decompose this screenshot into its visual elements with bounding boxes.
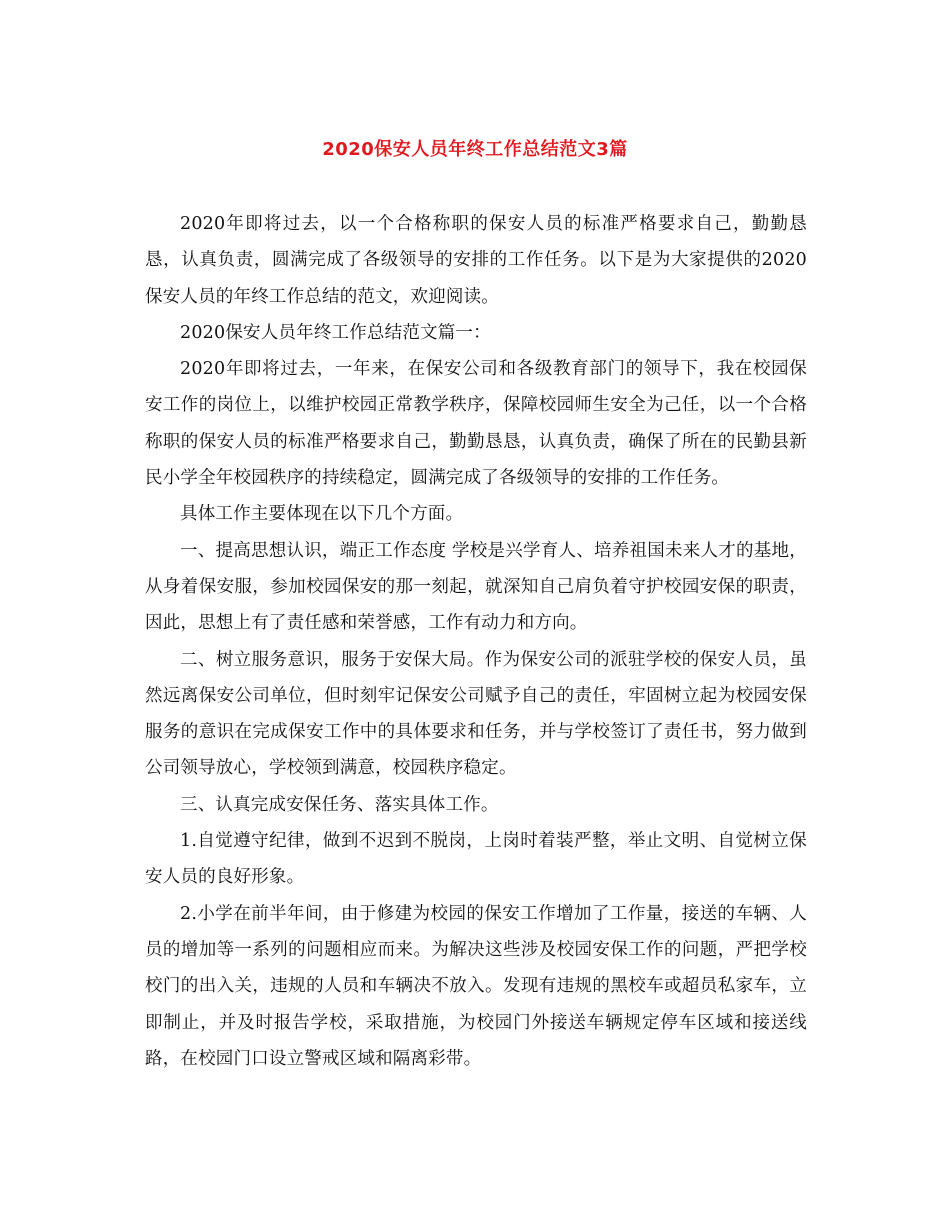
paragraph-point-three: 三、认真完成安保任务、落实具体工作。 (180, 794, 499, 815)
paragraph-overview: 2020年即将过去，一年来，在保安公司和各级教育部门的领导下，我在校园保安工作的岗位上，以维护校园正常教学秩序，保障校园师生安全为己任，以一个合格称职的保安人员的标准严格要求自己，勤勤恳恳，认真负责，确保了所在的民勤县新民小学全年校园秩序的持续稳定，圆满完成了各级领导的安排的工作任务。 (145, 359, 807, 489)
document-body (145, 206, 807, 1077)
document-title: 2020保安人员年终工作总结范文3篇 (322, 139, 628, 160)
paragraph-aspects-intro: 具体工作主要体现在以下几个方面。 (180, 504, 464, 525)
paragraph-point-two: 二、树立服务意识，服务于安保大局。作为保安公司的派驻学校的保安人员，虽然远离保安公司单位，但时刻牢记保安公司赋予自己的责任，牢固树立起为校园安保服务的意识在完成保安工作中的具体要求和任务，并与学校签订了责任书，努力做到公司领导放心，学校领到满意，校园秩序稳定。 (145, 649, 807, 779)
paragraph-section-heading: 2020保安人员年终工作总结范文篇一： (180, 322, 491, 343)
paragraph-item-1: 1.自觉遵守纪律，做到不迟到不脱岗，上岗时着装严整，举止文明、自觉树立保安人员的良好形象。 (145, 831, 807, 888)
paragraph-intro: 2020年即将过去，以一个合格称职的保安人员的标准严格要求自己，勤勤恳恳，认真负责，圆满完成了各级领导的安排的工作任务。以下是为大家提供的2020保安人员的年终工作总结的范文，欢迎阅读。 (145, 214, 807, 307)
paragraph-item-2: 2.小学在前半年间，由于修建为校园的保安工作增加了工作量，接送的车辆、人员的增加等一系列的问题相应而来。为解决这些涉及校园安保工作的问题，严把学校校门的出入关，违规的人员和车辆决不放入。发现有违规的黑校车或超员私家车，立即制止，并及时报告学校，采取措施，为校园门外接送车辆规定停车区域和接送线路，在校园门口设立警戒区域和隔离彩带。 (145, 903, 807, 1069)
paragraph-point-one: 一、提高思想认识，端正工作态度 学校是兴学育人、培养祖国未来人才的基地，从身着保安服，参加校园保安的那一刻起，就深知自己肩负着守护校园安保的职责，因此，思想上有了责任感和荣誉感，工作有动力和方向。 (145, 540, 807, 634)
